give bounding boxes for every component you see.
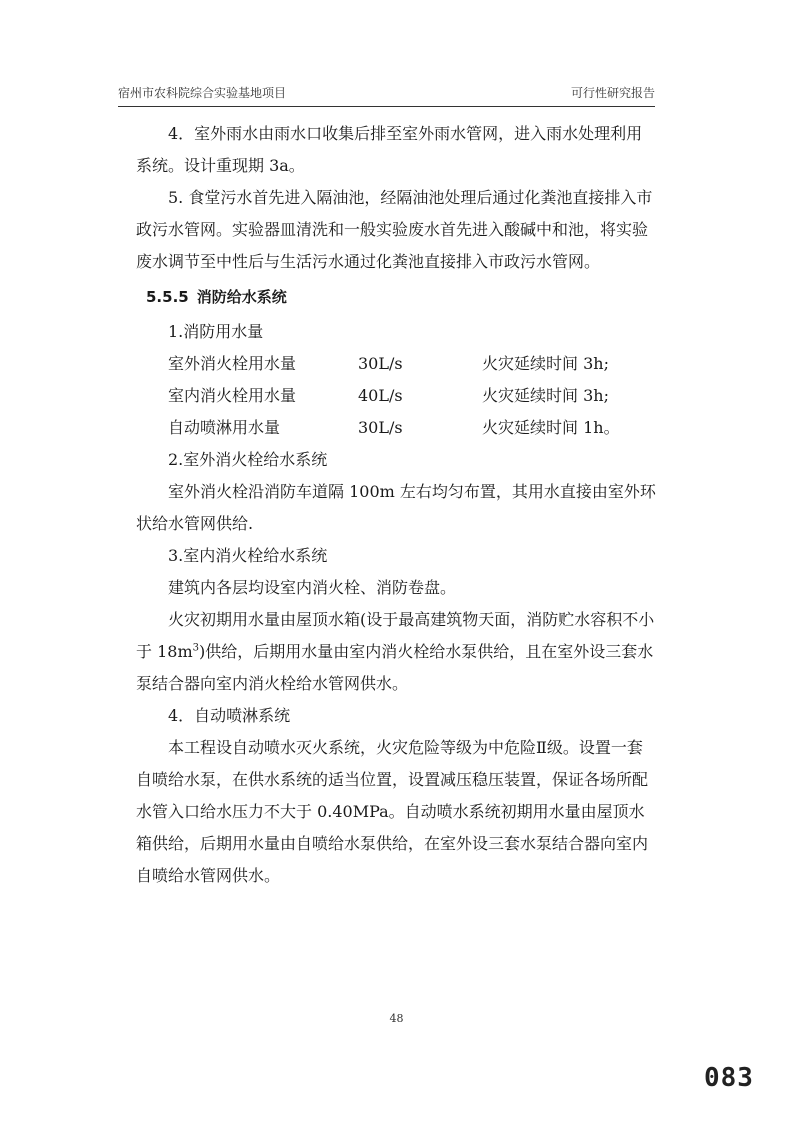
section-number: 5.5.5 <box>146 288 189 306</box>
row-duration: 火灾延续时间 1h。 <box>482 418 620 437</box>
header-divider <box>118 106 655 107</box>
header-project-name: 宿州市农科院综合实验基地项目 <box>118 86 287 100</box>
paragraph-rainwater: 4．室外雨水由雨水口收集后排至室外雨水管网，进入雨水处理利用系统。设计重现期 3a。 <box>136 124 643 175</box>
page-stamp-number: 083 <box>704 1063 754 1093</box>
superscript-cubic: 3 <box>192 642 199 654</box>
item-sprinkler-system: 4．自动喷淋系统 <box>168 706 291 725</box>
row-duration: 火灾延续时间 3h; <box>482 386 609 405</box>
row-duration: 火灾延续时间 3h; <box>482 354 609 373</box>
row-name: 室外消火栓用水量 <box>168 354 297 373</box>
initial-water-text-b: )供给，后期用水量由室内消火栓给水泵供给，且在室外设三套水泵结合器向室内消火栓给水管网供水。 <box>136 642 654 693</box>
paragraph-initial-water <box>136 604 656 700</box>
row-name: 自动喷淋用水量 <box>168 418 281 437</box>
item-indoor-hydrant-system: 3.室内消火栓给水系统 <box>168 546 328 565</box>
paragraph-indoor-hydrant: 建筑内各层均设室内消火栓、消防卷盘。 <box>168 578 457 597</box>
paragraph-outdoor-hydrant: 室外消火栓沿消防车道隔 100m 左右均匀布置，其用水直接由室外环状给水管网供给. <box>136 482 656 533</box>
header-report-type: 可行性研究报告 <box>570 86 655 100</box>
row-flow: 40L/s <box>358 386 403 405</box>
item-fire-water-volume: 1.消防用水量 <box>168 322 264 341</box>
paragraph-wastewater: 5. 食堂污水首先进入隔油池，经隔油池处理后通过化粪池直接排入市政污水管网。实验器皿清洗和一般实验废水首先进入酸碱中和池，将实验废水调节至中性后与生活污水通过化粪池直接排入市政污水管网。 <box>136 188 653 271</box>
page-number: 48 <box>389 1012 404 1025</box>
table-row <box>136 380 656 412</box>
paragraph-sprinkler: 本工程设自动喷水灭火系统，火灾危险等级为中危险Ⅱ级。设置一套自喷给水泵，在供水系统的适当位置，设置减压稳压装置，保证各场所配水管入口给水压力不大于 0.40MPa。自动喷水系统初期用水量由屋顶水箱供给，后期用水量由自喷给水泵供给，在室外设三套水泵结合器向室内自喷给水管网供水。 <box>136 738 649 885</box>
initial-water-text-a: 火灾初期用水量由屋顶水箱(设于最高建筑物天面，消防贮水容积不小于 18m <box>136 610 655 661</box>
table-row <box>136 348 656 380</box>
section-title: 消防给水系统 <box>196 288 287 306</box>
row-flow: 30L/s <box>358 354 403 373</box>
water-volume-table <box>136 348 656 444</box>
page-header <box>118 84 655 106</box>
row-flow: 30L/s <box>358 418 403 437</box>
table-row <box>136 412 656 444</box>
row-name: 室内消火栓用水量 <box>168 386 297 405</box>
item-outdoor-hydrant-system: 2.室外消火栓给水系统 <box>168 450 328 469</box>
document-body <box>136 118 656 892</box>
section-heading <box>136 278 656 316</box>
